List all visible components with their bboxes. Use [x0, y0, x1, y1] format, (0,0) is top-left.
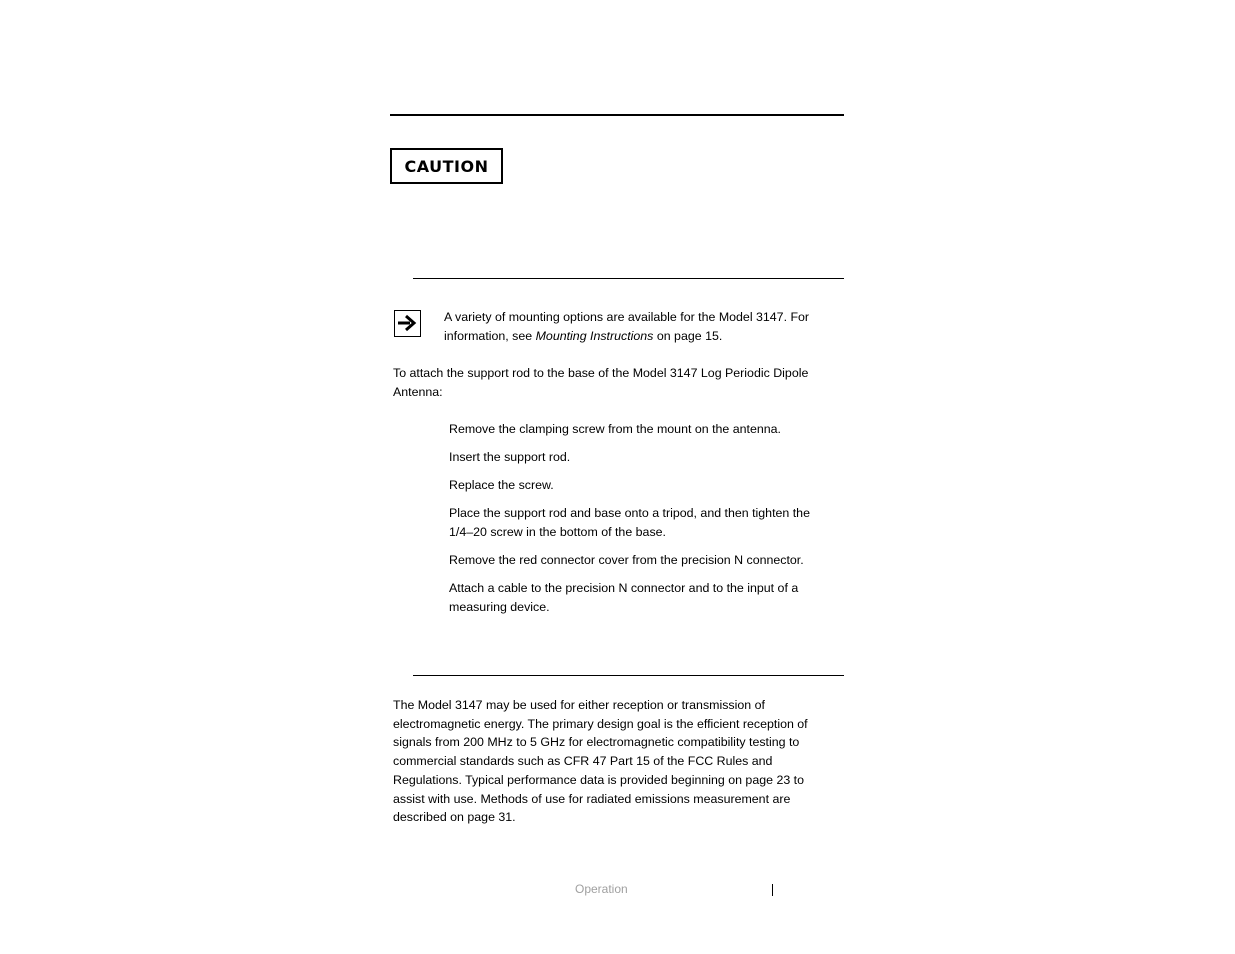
- caution-label: CAUTION: [390, 148, 503, 184]
- note-text-after: on page 15.: [653, 329, 723, 343]
- section-rule-operation: [413, 675, 844, 676]
- footer-divider: [772, 884, 773, 896]
- note-text: [444, 308, 824, 346]
- step-item: Replace the screw.: [449, 478, 554, 492]
- step-item: Remove the clamping screw from the mount on the antenna.: [449, 422, 781, 436]
- step-item: Place the support rod and base onto a tripod, and then tighten the 1/4–20 screw in the bottom of the base.: [449, 506, 810, 539]
- section-rule-assembly: [413, 278, 844, 279]
- note-text-before: A variety of mounting options are available for the Model 3147. For information, see: [444, 310, 810, 343]
- arrow-right-icon: [394, 310, 421, 337]
- footer-section-label: Operation: [575, 882, 628, 896]
- step-item: Attach a cable to the precision N connector and to the input of a measuring device.: [449, 581, 799, 614]
- assembly-intro: To attach the support rod to the base of the Model 3147 Log Periodic Dipole Antenna:: [393, 366, 809, 399]
- step-item: Insert the support rod.: [449, 450, 571, 464]
- step-item: Remove the red connector cover from the precision N connector.: [449, 553, 804, 567]
- operation-paragraph: The Model 3147 may be used for either reception or transmission of electromagnetic energy. The primary design goal is the efficient reception of signals from 200 MHz to 5 GHz for electromagnetic compatibility testing to commercial standards such as CFR 47 Part 15 of the FCC Rules and Regulations. Typical performance data is provided beginning on page 23 to assist with use. Methods of use for radiated emissions measurement are described on page 31.: [393, 698, 808, 825]
- assembly-steps: [449, 420, 824, 626]
- mounting-instructions-reference: Mounting Instructions: [535, 329, 654, 343]
- top-rule: [390, 114, 844, 116]
